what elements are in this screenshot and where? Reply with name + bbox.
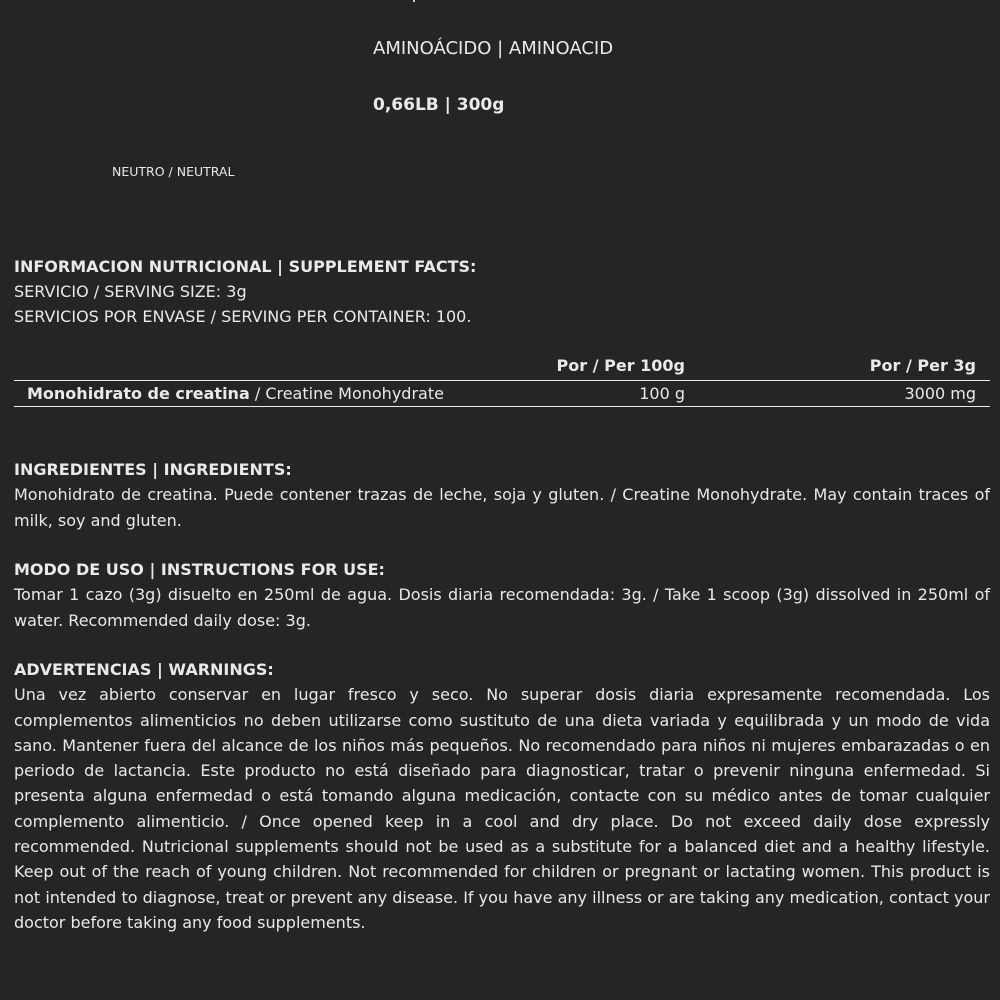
table-bottom-rule: [14, 406, 990, 407]
servings-per-container: SERVICIOS POR ENVASE / SERVING PER CONTAINER: 100.: [14, 307, 472, 326]
ingredient-name-en: / Creatine Monohydrate: [249, 384, 444, 403]
serving-size: SERVICIO / SERVING SIZE: 3g: [14, 282, 247, 301]
top-divider-mark: [413, 0, 415, 2]
usage-heading: MODO DE USO | INSTRUCTIONS FOR USE:: [14, 560, 385, 579]
value-per-3g: 3000 mg: [904, 384, 976, 403]
ingredients-text: Monohidrato de creatina. Puede contener trazas de leche, soja y gluten. / Creatine Monohydrate. May contain traces of milk, soy and gluten.: [14, 485, 990, 530]
ingredient-name: [27, 384, 444, 403]
column-per-100g: Por / Per 100g: [556, 356, 685, 375]
facts-heading: INFORMACION NUTRICIONAL | SUPPLEMENT FACTS:: [14, 257, 477, 276]
usage-text: Tomar 1 cazo (3g) disuelto en 250ml de agua. Dosis diaria recomendada: 3g. / Take 1 scoop (3g) dissolved in 250ml of water. Recommended daily dose: 3g.: [14, 585, 990, 630]
ingredient-name-es: Monohidrato de creatina: [27, 384, 250, 403]
supplement-facts: [14, 254, 476, 329]
ingredients-heading: INGREDIENTES | INGREDIENTS:: [14, 460, 292, 479]
table-row: [14, 381, 990, 406]
product-weight: 0,66LB | 300g: [373, 95, 505, 115]
value-per-100g: 100 g: [639, 384, 685, 403]
warnings-text: Una vez abierto conservar en lugar fresco y seco. No superar dosis diaria expresamente recomendada. Los complementos alimenticios no deben utilizarse como sustituto de una dieta variada y equilibrada y un modo de vida sano. Mantener fuera del alcance de los niños más pequeños. No recomendado para niños ni mujeres embarazadas o en periodo de lactancia. Este producto no está diseñado para diagnosticar, tratar o prevenir ninguna enfermedad. Si presenta alguna enfermedad o está tomando alguna medicación, contacte con su médico antes de tomar cualquier complemento alimenticio. / Once opened keep in a cool and dry place. Do not exceed daily dose expressly recommended. Nutricional supplements should not be used as a substitute for a balanced diet and a healthy lifestyle. Keep out of the reach of young children. Not recommended for children or pregnant or lactating women. This product is not intended to diagnose, treat or prevent any disease. If you have any illness or are taking any medication, contact your doctor before taking any food supplements.: [14, 685, 990, 932]
nutrition-table: [14, 356, 990, 407]
product-flavor: NEUTRO / NEUTRAL: [112, 164, 235, 179]
product-category: AMINOÁCIDO | AMINOACID: [373, 38, 614, 59]
column-per-3g: Por / Per 3g: [869, 356, 976, 375]
warnings-section: [14, 657, 990, 935]
usage-section: [14, 557, 990, 633]
ingredients-section: [14, 457, 990, 533]
warnings-heading: ADVERTENCIAS | WARNINGS:: [14, 660, 274, 679]
nutrition-table-header: [14, 356, 990, 380]
